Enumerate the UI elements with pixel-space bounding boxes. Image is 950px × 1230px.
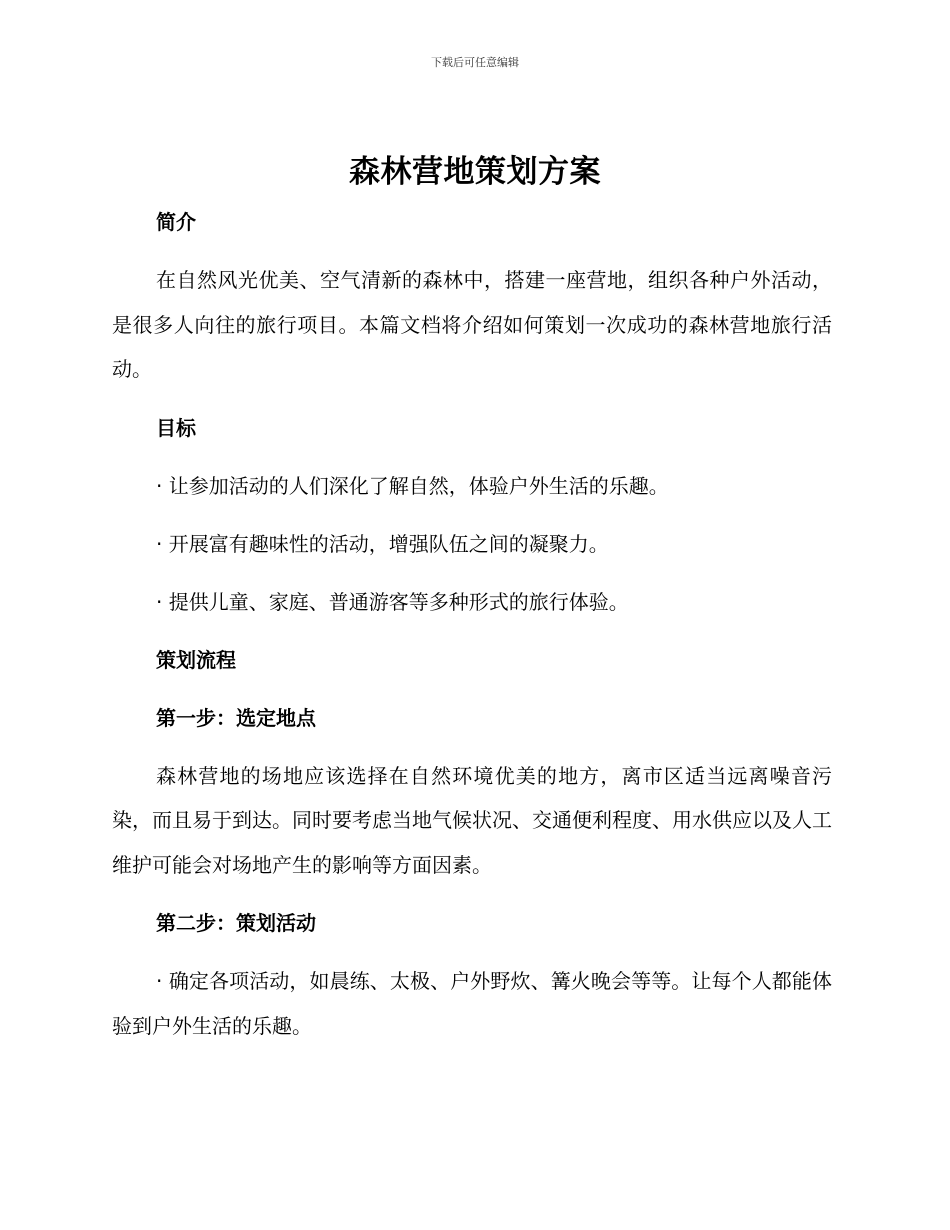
section-heading-process: 策划流程: [156, 647, 236, 672]
goal-item: · 提供儿童、家庭、普通游客等多种形式的旅行体验。: [156, 589, 629, 614]
step2-paragraph: · 确定各项活动，如晨练、太极、户外野炊、篝火晚会等等。让每个人都能体验到户外生活的乐趣。: [112, 969, 832, 1038]
header-note: 下载后可任意编辑: [431, 56, 519, 69]
section-heading-intro: 简介: [156, 210, 196, 234]
step1-paragraph: 森林营地的场地应该选择在自然环境优美的地方，离市区适当远离噪音污染，而且易于到达。同时要考虑当地气候状况、交通便利程度、用水供应以及人工维护可能会对场地产生的影响等方面因素。: [112, 763, 832, 877]
goal-item: · 让参加活动的人们深化了解自然，体验户外生活的乐趣。: [156, 473, 669, 498]
document-body: [112, 200, 832, 1048]
goal-item: · 开展富有趣味性的活动，增强队伍之间的凝聚力。: [156, 531, 609, 556]
document-title: 森林营地策划方案: [349, 154, 601, 190]
step2-heading: 第二步：策划活动: [156, 911, 316, 935]
intro-paragraph: 在自然风光优美、空气清新的森林中，搭建一座营地，组织各种户外活动，是很多人向往的旅行项目。本篇文档将介绍如何策划一次成功的森林营地旅行活动。: [112, 268, 832, 381]
step1-heading: 第一步：选定地点: [156, 705, 316, 730]
section-heading-goals: 目标: [156, 415, 196, 440]
